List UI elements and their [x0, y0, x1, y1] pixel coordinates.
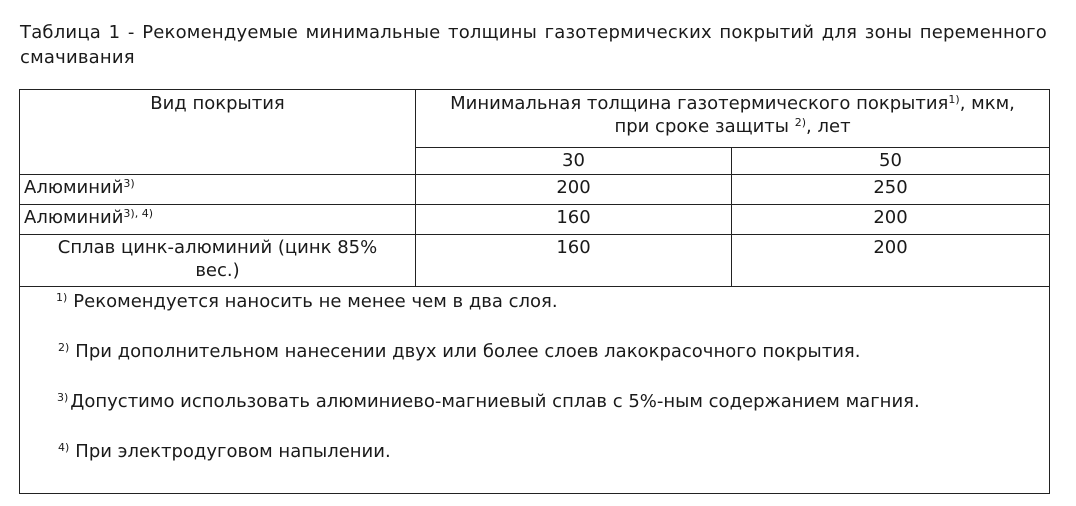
footnote-ref: 2) — [794, 116, 807, 129]
footnote-3 — [20, 390, 1049, 413]
footnote-ref: 1) — [56, 291, 68, 304]
coating-name-text: Алюминий — [24, 207, 124, 228]
year-30: 30 — [416, 148, 732, 175]
footnote-1 — [20, 290, 1049, 313]
header-text: , лет — [806, 116, 851, 137]
footnote-text: При электродуговом напылении. — [75, 441, 391, 462]
thickness-50: 250 — [732, 175, 1050, 205]
header-text: Минимальная толщина газотермического покрытия — [450, 93, 949, 114]
coating-name — [20, 175, 416, 205]
notes-row — [20, 287, 1050, 494]
coating-name-text: Сплав цинк-алюминий (цинк 85% вес.) — [57, 237, 378, 281]
header-text: , мкм, — [959, 93, 1015, 114]
thickness-30: 200 — [416, 175, 732, 205]
header-min-thickness — [416, 90, 1050, 148]
header-coating-type — [20, 90, 416, 175]
coating-name-text: Алюминий — [24, 177, 124, 198]
thickness-50: 200 — [732, 235, 1050, 287]
footnote-ref: 2) — [58, 341, 70, 354]
coating-name — [20, 205, 416, 235]
header-min-thickness-line2 — [416, 115, 1049, 138]
footnote-ref: 3) — [123, 177, 135, 190]
footnote-4 — [20, 440, 1049, 463]
thickness-30: 160 — [416, 235, 732, 287]
table-caption: Таблица 1 - Рекомендуемые минимальные толщины газотермических покрытий для зоны переменного смачивания — [20, 22, 1047, 68]
table-row — [20, 175, 1050, 205]
header-coating-type-label: Вид покрытия — [150, 93, 285, 114]
footnote-text: Рекомендуется наносить не менее чем в два слоя. — [73, 291, 558, 312]
footnote-ref: 3) — [57, 391, 69, 404]
header-min-thickness-line1 — [416, 92, 1049, 115]
header-row — [20, 90, 1050, 148]
thickness-50: 200 — [732, 205, 1050, 235]
footnote-ref: 1) — [948, 93, 960, 106]
footnote-ref: 3), 4) — [123, 207, 153, 220]
table-row — [20, 235, 1050, 287]
thickness-table — [19, 89, 1050, 494]
year-50: 50 — [732, 148, 1050, 175]
footnote-text: Допустимо использовать алюминиево-магниевый сплав с 5%-ным содержанием магния. — [70, 391, 920, 412]
footnotes — [20, 287, 1050, 494]
thickness-30: 160 — [416, 205, 732, 235]
footnote-text: При дополнительном нанесении двух или более слоев лакокрасочного покрытия. — [75, 341, 861, 362]
table-row — [20, 205, 1050, 235]
footnote-ref: 4) — [58, 441, 70, 454]
header-text: при сроке защиты — [614, 116, 790, 137]
footnote-2 — [20, 340, 1049, 363]
coating-name — [20, 235, 416, 287]
